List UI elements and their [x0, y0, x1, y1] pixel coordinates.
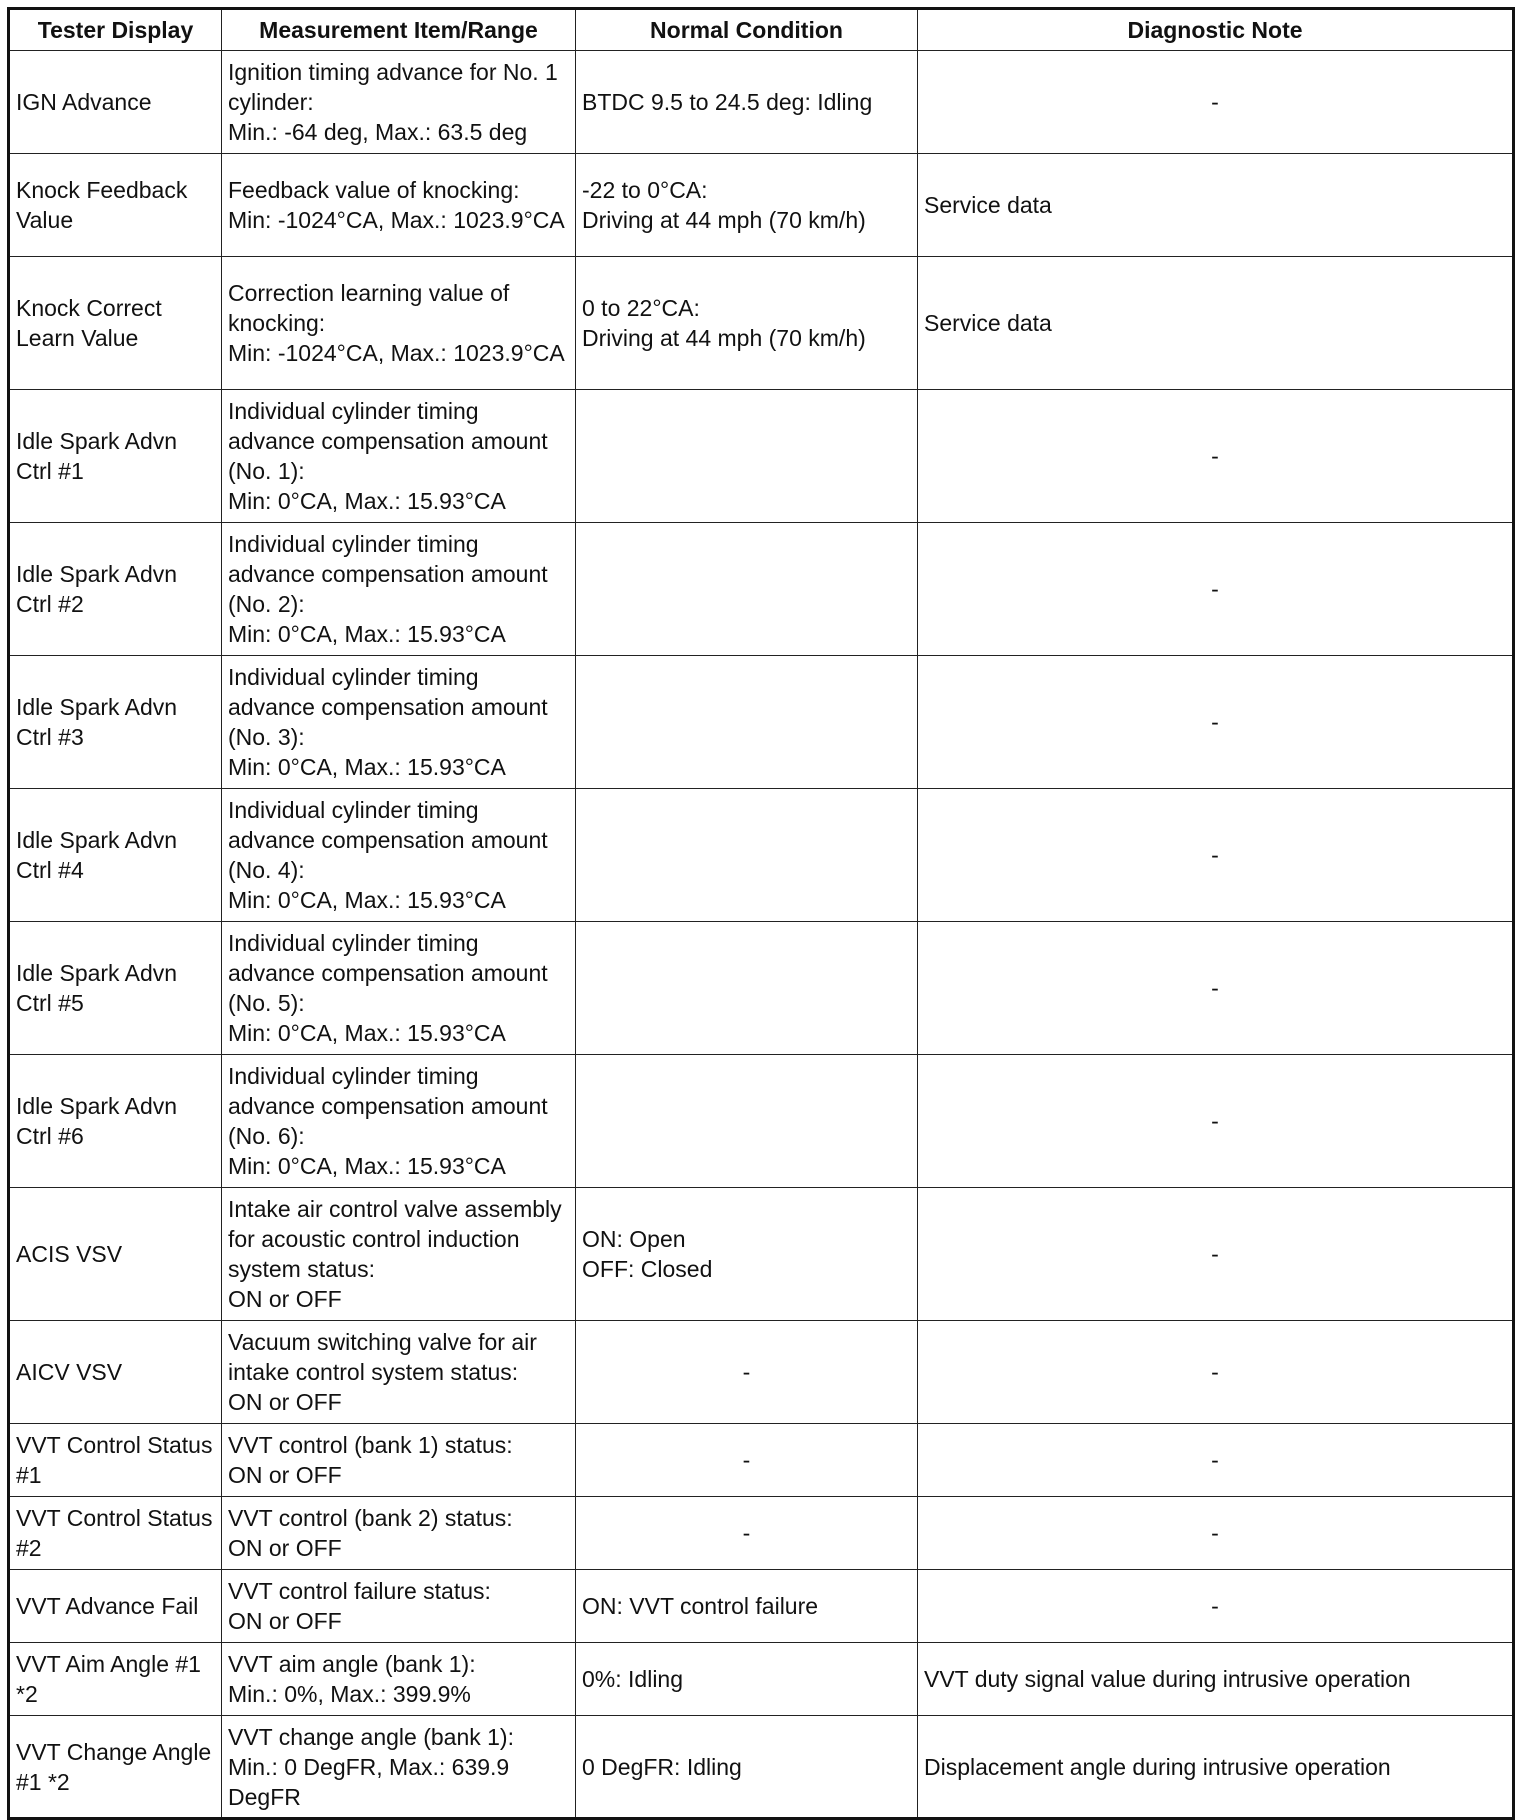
cell-tester-display	[9, 390, 222, 523]
cell-measurement-range-text: Ignition timing advance for No. 1 cylinder: Min.: -64 deg, Max.: 63.5 deg	[228, 59, 558, 145]
cell-diagnostic-note	[918, 1055, 1514, 1188]
cell-tester-display	[9, 1716, 222, 1819]
header-normal-condition: Normal Condition	[576, 9, 918, 51]
cell-normal-condition-text: -22 to 0°CA: Driving at 44 mph (70 km/h)	[582, 177, 866, 233]
cell-normal-condition-text: ON: Open OFF: Closed	[582, 1226, 713, 1282]
table-row	[9, 1643, 1514, 1716]
cell-tester-display	[9, 789, 222, 922]
table-row	[9, 1188, 1514, 1321]
cell-measurement-range	[222, 1055, 576, 1188]
cell-measurement-range-text: Vacuum switching valve for air intake control system status: ON or OFF	[228, 1329, 537, 1415]
table-row	[9, 523, 1514, 656]
cell-tester-display	[9, 523, 222, 656]
cell-diagnostic-note	[918, 154, 1514, 257]
cell-diagnostic-note-text: -	[1211, 89, 1219, 115]
header-diagnostic-note: Diagnostic Note	[918, 9, 1514, 51]
cell-tester-display	[9, 1643, 222, 1716]
cell-measurement-range	[222, 1188, 576, 1321]
cell-normal-condition	[576, 1716, 918, 1819]
header-measurement-item: Measurement Item/Range	[222, 9, 576, 51]
cell-measurement-range-text: Individual cylinder timing advance compensation amount (No. 4): Min: 0°CA, Max.: 15.93°CA	[228, 797, 548, 913]
cell-diagnostic-note-text: -	[1211, 975, 1219, 1001]
cell-normal-condition	[576, 1497, 918, 1570]
data-list-table	[7, 7, 1515, 1820]
cell-measurement-range	[222, 51, 576, 154]
cell-diagnostic-note-text: -	[1211, 1359, 1219, 1385]
cell-diagnostic-note	[918, 1321, 1514, 1424]
cell-tester-display	[9, 1188, 222, 1321]
cell-normal-condition-text: -	[742, 1520, 751, 1546]
cell-tester-display-text: IGN Advance	[16, 89, 152, 115]
cell-tester-display	[9, 1321, 222, 1424]
cell-measurement-range	[222, 154, 576, 257]
cell-normal-condition-text: 0 to 22°CA: Driving at 44 mph (70 km/h)	[582, 295, 866, 351]
table-row	[9, 390, 1514, 523]
cell-measurement-range-text: Individual cylinder timing advance compensation amount (No. 1): Min: 0°CA, Max.: 15.93°CA	[228, 398, 548, 514]
cell-tester-display-text: Idle Spark Advn Ctrl #2	[16, 561, 178, 617]
cell-diagnostic-note-text: -	[1211, 1447, 1219, 1473]
cell-diagnostic-note-text: Service data	[924, 310, 1052, 336]
cell-normal-condition	[576, 1424, 918, 1497]
cell-measurement-range	[222, 922, 576, 1055]
cell-tester-display	[9, 1424, 222, 1497]
cell-measurement-range	[222, 1570, 576, 1643]
cell-diagnostic-note	[918, 51, 1514, 154]
cell-tester-display	[9, 257, 222, 390]
cell-tester-display-text: Idle Spark Advn Ctrl #6	[16, 1093, 178, 1149]
cell-tester-display-text: VVT Advance Fail	[16, 1593, 199, 1619]
cell-normal-condition	[576, 1321, 918, 1424]
cell-measurement-range-text: VVT control (bank 1) status: ON or OFF	[228, 1432, 513, 1488]
cell-diagnostic-note	[918, 1643, 1514, 1716]
cell-tester-display	[9, 656, 222, 789]
cell-diagnostic-note	[918, 1570, 1514, 1643]
table-row	[9, 154, 1514, 257]
cell-measurement-range	[222, 1424, 576, 1497]
cell-normal-condition	[576, 1570, 918, 1643]
table-row	[9, 51, 1514, 154]
cell-tester-display-text: VVT Aim Angle #1 *2	[16, 1651, 201, 1707]
table-row	[9, 922, 1514, 1055]
cell-diagnostic-note-text: -	[1211, 1108, 1219, 1134]
table-row	[9, 1570, 1514, 1643]
table-header	[9, 9, 1514, 51]
cell-tester-display-text: VVT Control Status #2	[16, 1505, 213, 1561]
cell-normal-condition	[576, 656, 918, 789]
cell-diagnostic-note-text: Service data	[924, 192, 1052, 218]
cell-diagnostic-note	[918, 257, 1514, 390]
cell-measurement-range-text: Correction learning value of knocking: Min: -1024°CA, Max.: 1023.9°CA	[228, 280, 565, 366]
cell-measurement-range-text: Individual cylinder timing advance compensation amount (No. 5): Min: 0°CA, Max.: 15.93°CA	[228, 930, 548, 1046]
cell-tester-display-text: Idle Spark Advn Ctrl #3	[16, 694, 178, 750]
cell-normal-condition	[576, 257, 918, 390]
cell-diagnostic-note-text: -	[1211, 576, 1219, 602]
cell-tester-display-text: Knock Feedback Value	[16, 177, 188, 233]
table-row	[9, 1321, 1514, 1424]
cell-tester-display	[9, 922, 222, 1055]
cell-normal-condition-text: -	[742, 1359, 751, 1385]
cell-measurement-range	[222, 789, 576, 922]
cell-tester-display-text: VVT Change Angle #1 *2	[16, 1738, 212, 1795]
cell-measurement-range-text: Intake air control valve assembly for acoustic control induction system status: ON or OFF	[228, 1196, 562, 1312]
cell-diagnostic-note	[918, 1424, 1514, 1497]
cell-tester-display-text: VVT Control Status #1	[16, 1432, 213, 1488]
cell-normal-condition-text: 0%: Idling	[582, 1666, 684, 1692]
cell-normal-condition	[576, 523, 918, 656]
cell-measurement-range-text: Individual cylinder timing advance compensation amount (No. 3): Min: 0°CA, Max.: 15.93°CA	[228, 664, 548, 780]
cell-diagnostic-note-text: -	[1211, 842, 1219, 868]
cell-measurement-range	[222, 390, 576, 523]
table-row	[9, 1055, 1514, 1188]
cell-measurement-range-text: VVT aim angle (bank 1): Min.: 0%, Max.: 399.9%	[228, 1651, 476, 1707]
table-row	[9, 789, 1514, 922]
cell-measurement-range	[222, 1321, 576, 1424]
cell-tester-display-text: Idle Spark Advn Ctrl #5	[16, 960, 178, 1016]
table-body	[9, 51, 1514, 1819]
cell-measurement-range-text: Individual cylinder timing advance compensation amount (No. 6): Min: 0°CA, Max.: 15.93°CA	[228, 1063, 548, 1179]
cell-measurement-range	[222, 523, 576, 656]
cell-normal-condition	[576, 1643, 918, 1716]
table-row	[9, 1716, 1514, 1819]
cell-diagnostic-note-text: -	[1211, 1593, 1219, 1619]
cell-diagnostic-note	[918, 1188, 1514, 1321]
cell-diagnostic-note-text: -	[1211, 1241, 1219, 1267]
cell-measurement-range-text: VVT control (bank 2) status: ON or OFF	[228, 1505, 513, 1561]
cell-tester-display	[9, 154, 222, 257]
cell-normal-condition-text: -	[742, 1447, 751, 1473]
cell-diagnostic-note	[918, 1497, 1514, 1570]
cell-diagnostic-note	[918, 1716, 1514, 1819]
cell-measurement-range-text: Feedback value of knocking: Min: -1024°CA, Max.: 1023.9°CA	[228, 177, 565, 233]
cell-diagnostic-note-text: VVT duty signal value during intrusive operation	[924, 1666, 1411, 1692]
cell-normal-condition	[576, 789, 918, 922]
cell-measurement-range-text: VVT change angle (bank 1): Min.: 0 DegFR, Max.: 639.9 DegFR	[228, 1723, 514, 1810]
cell-measurement-range	[222, 1643, 576, 1716]
cell-normal-condition	[576, 51, 918, 154]
cell-normal-condition	[576, 154, 918, 257]
cell-tester-display-text: Idle Spark Advn Ctrl #1	[16, 428, 178, 484]
cell-diagnostic-note	[918, 390, 1514, 523]
cell-diagnostic-note-text: -	[1211, 443, 1219, 469]
table-row	[9, 1424, 1514, 1497]
cell-tester-display-text: ACIS VSV	[16, 1241, 123, 1267]
cell-diagnostic-note	[918, 922, 1514, 1055]
cell-tester-display-text: AICV VSV	[16, 1359, 123, 1385]
cell-tester-display-text: Idle Spark Advn Ctrl #4	[16, 827, 178, 883]
cell-normal-condition-text: 0 DegFR: Idling	[582, 1753, 742, 1780]
cell-measurement-range	[222, 1716, 576, 1819]
cell-tester-display	[9, 1570, 222, 1643]
cell-measurement-range-text: Individual cylinder timing advance compensation amount (No. 2): Min: 0°CA, Max.: 15.93°CA	[228, 531, 548, 647]
cell-diagnostic-note	[918, 523, 1514, 656]
cell-normal-condition	[576, 390, 918, 523]
cell-normal-condition	[576, 1188, 918, 1321]
cell-diagnostic-note	[918, 789, 1514, 922]
table-row	[9, 1497, 1514, 1570]
cell-tester-display	[9, 1055, 222, 1188]
cell-measurement-range-text: VVT control failure status: ON or OFF	[228, 1578, 491, 1634]
cell-measurement-range	[222, 656, 576, 789]
cell-tester-display	[9, 1497, 222, 1570]
cell-diagnostic-note-text: Displacement angle during intrusive operation	[924, 1753, 1391, 1780]
cell-diagnostic-note-text: -	[1211, 1520, 1219, 1546]
cell-diagnostic-note-text: -	[1211, 709, 1219, 735]
header-tester-display: Tester Display	[9, 9, 222, 51]
cell-normal-condition	[576, 922, 918, 1055]
header-row	[9, 9, 1514, 51]
cell-normal-condition-text: BTDC 9.5 to 24.5 deg: Idling	[582, 89, 873, 115]
cell-normal-condition	[576, 1055, 918, 1188]
table-row	[9, 656, 1514, 789]
cell-normal-condition-text: ON: VVT control failure	[582, 1593, 819, 1619]
cell-tester-display	[9, 51, 222, 154]
cell-measurement-range	[222, 1497, 576, 1570]
table-row	[9, 257, 1514, 390]
cell-tester-display-text: Knock Correct Learn Value	[16, 295, 162, 351]
cell-measurement-range	[222, 257, 576, 390]
cell-diagnostic-note	[918, 656, 1514, 789]
